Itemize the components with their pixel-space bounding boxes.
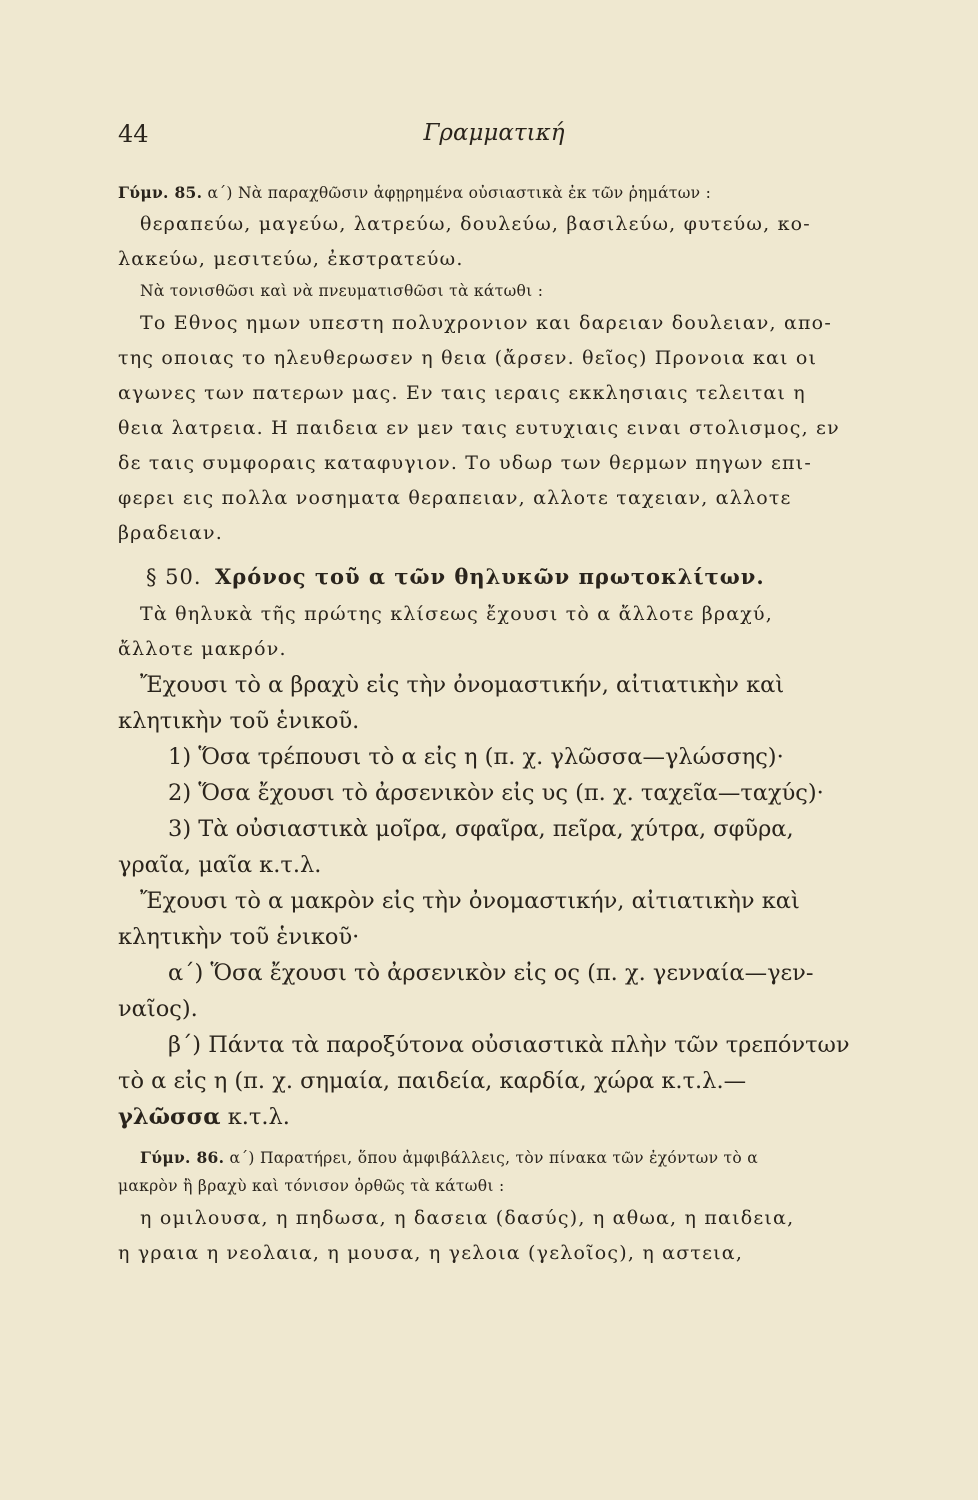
text-line: δε ταις συμφοραις καταφυγιον. Το υδωρ των θερμων πηγων επι- [118, 452, 812, 474]
text-line: Ἔχουσι τὸ α βραχὺ εἰς τὴν ὀνομαστικήν, αἰτιατικὴν καὶ [140, 672, 785, 698]
text-line: φερει εις πολλα νοσηματα θεραπειαν, αλλοτε ταχειαν, αλλοτε [118, 487, 792, 509]
text-line: λακεύω, μεσιτεύω, ἐκστρατεύω. [118, 248, 464, 270]
page-number: 44 [118, 120, 149, 148]
text-line: κλητικὴν τοῦ ἑνικοῦ· [118, 924, 360, 950]
page-header [118, 120, 870, 160]
text-line: Το Εθνος ημων υπεστη πολυχρονιον και δαρειαν δουλειαν, απο- [140, 312, 832, 334]
list-item: β΄) Πάντα τὰ παροξύτονα οὐσιαστικὰ πλὴν τῶν τρεπόντων [168, 1032, 850, 1058]
text-line: Τὰ θηλυκὰ τῆς πρώτης κλίσεως ἔχουσι τὸ α ἄλλοτε βραχύ, [140, 603, 774, 625]
text-line: γραῖα, μαῖα κ.τ.λ. [118, 852, 322, 878]
list-item: α΄) Ὅσα ἔχουσι τὸ ἀρσενικὸν εἰς ος (π. χ. γενναία—γεν- [168, 960, 814, 986]
text-line: αγωνες των πατερων μας. Εν ταις ιεραις εκκλησιαις τελειται η [118, 382, 806, 404]
exercise-85-line-1 [118, 178, 880, 207]
text-line [118, 1099, 880, 1135]
exercise-85-label: Γύμν. 85. [118, 183, 203, 202]
text-line: μακρὸν ἢ βραχὺ καὶ τόνισον ὀρθῶς τὰ κάτωθι : [118, 1177, 505, 1195]
text-line: η γραια η νεολαια, η μουσα, η γελοια (γελοῖος), η αστεια, [118, 1242, 744, 1264]
text-span: κ.τ.λ. [220, 1104, 290, 1130]
bold-word: γλῶσσα [118, 1104, 221, 1130]
exercise-86-label: Γύμν. 86. [140, 1148, 225, 1167]
text-line: της οποιας το ηλευθερωσεν η θεια (ἄρσεν. θεῖος) Προνοια και οι [118, 347, 818, 369]
text-line: Ἔχουσι τὸ α μακρὸν εἰς τὴν ὀνομαστικήν, αἰτιατικὴν καὶ [140, 888, 800, 914]
list-item: 3) Τὰ οὐσιαστικὰ μοῖρα, σφαῖρα, πεῖρα, χύτρα, σφῦρα, [168, 816, 794, 842]
text-line: βραδειαν. [118, 522, 223, 544]
text-line: ἄλλοτε μακρόν. [118, 638, 287, 660]
section-number: § 50. [146, 565, 202, 589]
text-span: α΄) Νὰ παραχθῶσιν ἀφῃρημένα οὐσιαστικὰ ἐκ τῶν ῥημάτων : [202, 184, 712, 202]
running-title: Γραμματική [423, 120, 565, 146]
text-line: ναῖος). [118, 996, 198, 1022]
text-span: α΄) Παρατήρει, ὅπου ἀμφιβάλλεις, τὸν πίνακα τῶν ἐχόντων τὸ α [224, 1149, 759, 1167]
text-line: η ομιλουσα, η πηδωσα, η δασεια (δασύς), η αθωα, η παιδεια, [140, 1207, 795, 1229]
text-line: θεραπεύω, μαγεύω, λατρεύω, δουλεύω, βασιλεύω, φυτεύω, κο- [140, 213, 811, 235]
text-line: κλητικὴν τοῦ ἑνικοῦ. [118, 708, 360, 734]
section-title: Χρόνος τοῦ α τῶν θηλυκῶν πρωτοκλίτων. [214, 564, 765, 589]
exercise-86-line-1 [118, 1143, 880, 1172]
list-item: 2) Ὅσα ἔχουσι τὸ ἀρσενικὸν εἰς υς (π. χ. ταχεῖα—ταχύς)· [168, 780, 824, 806]
list-item: 1) Ὅσα τρέπουσι τὸ α εἰς η (π. χ. γλῶσσα—γλώσσης)· [168, 744, 784, 770]
text-line: τὸ α εἰς η (π. χ. σημαία, παιδεία, καρδία, χώρα κ.τ.λ.— [118, 1068, 747, 1094]
text-line: Νὰ τονισθῶσι καὶ νὰ πνευματισθῶσι τὰ κάτωθι : [140, 282, 544, 300]
text-line: θεια λατρεια. Η παιδεια εν μεν ταις ευτυχιαις ειναι στολισμος, εν [118, 417, 840, 439]
section-heading [118, 557, 880, 597]
page-body [118, 178, 880, 1271]
